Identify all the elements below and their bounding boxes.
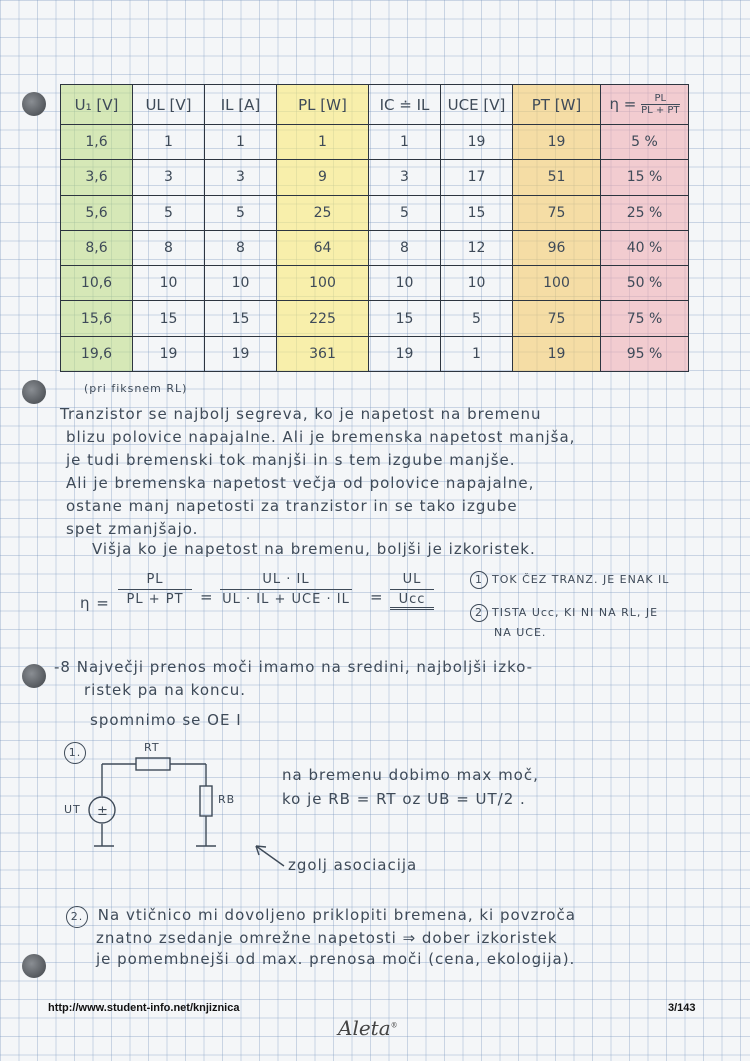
table-cell: 50 %: [601, 266, 689, 301]
table-cell: 8,6: [61, 230, 133, 265]
table-cell: 9: [277, 160, 369, 195]
para1-line: spet zmanjšajo.: [66, 520, 199, 538]
table-cell: 25: [277, 195, 369, 230]
table-cell: 75: [513, 301, 601, 336]
table-body: [61, 125, 689, 372]
header-ic: IC ≐ IL: [369, 85, 441, 125]
table-cell: 40 %: [601, 230, 689, 265]
table-header-row: [61, 85, 689, 125]
formula-fraction-2: [220, 572, 352, 607]
label-rt: RT: [144, 741, 160, 754]
circuit-diagram: [84, 742, 224, 852]
fraction-2-numerator: UL · IL: [220, 572, 352, 590]
table-cell: 19,6: [61, 336, 133, 371]
fraction-3-numerator: UL: [390, 572, 434, 590]
header-uce: UCE [V]: [441, 85, 513, 125]
table-cell: 8: [205, 230, 277, 265]
table-cell: 15,6: [61, 301, 133, 336]
circuit-number-circle: 1.: [64, 742, 86, 764]
para1-line: je tudi bremenski tok manjši in s tem izgube manjše.: [66, 451, 516, 469]
table-cell: 10: [205, 266, 277, 301]
para1-line: Ali je bremenska napetost večja od polovice napajalne,: [66, 474, 535, 492]
table-cell: 8: [369, 230, 441, 265]
punch-hole-1: [22, 92, 46, 116]
table-cell: 75 %: [601, 301, 689, 336]
table-cell: 19: [205, 336, 277, 371]
item-8-number: 8: [60, 658, 71, 676]
aleta-logo: Aleta®: [338, 1016, 398, 1040]
remark-2-continued: NA UCE.: [494, 626, 547, 639]
remark-1-number: 1: [470, 571, 488, 589]
table-cell: 10,6: [61, 266, 133, 301]
table-cell: 12: [441, 230, 513, 265]
eta-symbol: η =: [609, 95, 637, 113]
footer-url: http://www.student-info.net/knjiznica: [48, 1002, 240, 1014]
table-cell: 5: [369, 195, 441, 230]
circuit-text-1: na bremenu dobimo max moč,: [282, 766, 539, 784]
item-2: [66, 906, 576, 928]
table-cell: 19: [133, 336, 205, 371]
punch-hole-2: [22, 380, 46, 404]
table-cell: 96: [513, 230, 601, 265]
efficiency-table: [60, 84, 689, 372]
table-cell: 1,6: [61, 125, 133, 160]
table-cell: 5: [133, 195, 205, 230]
table-cell: 8: [133, 230, 205, 265]
remark-1: [470, 571, 669, 589]
header-il: IL [A]: [205, 85, 277, 125]
table-cell: 3: [205, 160, 277, 195]
table-cell: 100: [277, 266, 369, 301]
table-cell: 5 %: [601, 125, 689, 160]
fraction-2-denominator: UL · IL + UCE · IL: [222, 592, 350, 607]
table-row: [61, 125, 689, 160]
fraction-1-denominator: PL + PT: [126, 592, 184, 607]
table-cell: 75: [513, 195, 601, 230]
page-number: 3/143: [668, 1002, 696, 1014]
item-8-continued: ristek pa na koncu.: [84, 681, 247, 699]
table-cell: 3,6: [61, 160, 133, 195]
header-eta: [601, 85, 689, 125]
eta-denominator: PL + PT: [641, 105, 680, 116]
eta-fraction: [641, 93, 679, 116]
table-cell: 19: [369, 336, 441, 371]
table-cell: 5: [205, 195, 277, 230]
table-cell: 95 %: [601, 336, 689, 371]
fraction-1-numerator: PL: [118, 572, 192, 590]
arrow-icon: [252, 842, 286, 868]
eta-numerator: PL: [641, 93, 679, 105]
para1-line: blizu polovice napajalne. Ali je bremenska napetost manjša,: [66, 428, 576, 446]
source-plus: ±: [97, 804, 108, 819]
formula-fraction-1: [118, 572, 192, 607]
equals-sign: =: [200, 588, 214, 606]
table-cell: 5: [441, 301, 513, 336]
table-cell: 1: [369, 125, 441, 160]
item-8: [54, 658, 533, 676]
resistor-rt: [136, 758, 170, 770]
table-cell: 51: [513, 160, 601, 195]
resistor-rb: [200, 786, 212, 816]
example-note: zgolj asociacija: [288, 856, 418, 874]
para1-line: ostane manj napetosti za tranzistor in se tako izgube: [66, 497, 518, 515]
punch-hole-3: [22, 664, 46, 688]
table-cell: 1: [441, 336, 513, 371]
table-row: [61, 160, 689, 195]
table-row: [61, 195, 689, 230]
paragraph-efficiency: Višja ko je napetost na bremenu, boljši je izkoristek.: [92, 540, 536, 558]
item-8-dash: -: [54, 658, 61, 676]
header-u1: U₁ [V]: [61, 85, 133, 125]
circuit-text-2: ko je RB = RT oz UB = UT/2 .: [282, 790, 526, 808]
item-2-number: 2.: [66, 906, 88, 928]
table-cell: 10: [369, 266, 441, 301]
table-row: [61, 266, 689, 301]
table-cell: 15: [133, 301, 205, 336]
header-pl: PL [W]: [277, 85, 369, 125]
header-ul: UL [V]: [133, 85, 205, 125]
equals-sign: =: [370, 588, 384, 606]
table-cell: 10: [441, 266, 513, 301]
item-2-continued: znatno zsedanje omrežne napetosti ⇒ dober izkoristek: [96, 929, 558, 947]
table-cell: 15 %: [601, 160, 689, 195]
table-cell: 225: [277, 301, 369, 336]
table-cell: 19: [513, 125, 601, 160]
fixed-rl-note: (pri fiksnem RL): [84, 382, 188, 395]
header-pt: PT [W]: [513, 85, 601, 125]
table-cell: 1: [277, 125, 369, 160]
remark-2-number: 2: [470, 604, 488, 622]
remark-2-text: TISTA Ucc, KI NI NA RL, JE: [492, 606, 659, 619]
label-rb: RB: [218, 793, 236, 806]
table-cell: 1: [205, 125, 277, 160]
remark-1-text: TOK ČEZ TRANZ. JE ENAK IL: [492, 573, 670, 586]
table-row: [61, 301, 689, 336]
table-cell: 5,6: [61, 195, 133, 230]
remember-note: spomnimo se OE I: [90, 711, 242, 729]
table-cell: 15: [441, 195, 513, 230]
table-row: [61, 336, 689, 371]
logo-text: Aleta: [338, 1016, 391, 1040]
table-cell: 15: [369, 301, 441, 336]
table-cell: 17: [441, 160, 513, 195]
item-2-continued: je pomembnejši od max. prenosa moči (cena, ekologija).: [96, 950, 576, 968]
formula-eta: η =: [80, 594, 110, 612]
formula-fraction-3: [390, 572, 434, 610]
item-8-text: Največji prenos moči imamo na sredini, najboljši izko-: [76, 658, 534, 676]
remark-2: [470, 604, 658, 622]
table-cell: 25 %: [601, 195, 689, 230]
table-cell: 3: [369, 160, 441, 195]
label-ut: UT: [64, 803, 81, 816]
table-cell: 100: [513, 266, 601, 301]
punch-hole-4: [22, 954, 46, 978]
table-cell: 1: [133, 125, 205, 160]
table-cell: 19: [441, 125, 513, 160]
table-row: [61, 230, 689, 265]
table-cell: 15: [205, 301, 277, 336]
table-cell: 64: [277, 230, 369, 265]
fraction-3-denominator: Ucc: [390, 590, 434, 610]
table-cell: 3: [133, 160, 205, 195]
table-cell: 19: [513, 336, 601, 371]
table-cell: 361: [277, 336, 369, 371]
item-2-text: Na vtičnico mi dovoljeno priklopiti bremena, ki povzroča: [97, 906, 576, 924]
table-cell: 10: [133, 266, 205, 301]
para1-line: Tranzistor se najbolj segreva, ko je napetost na bremenu: [60, 405, 542, 423]
